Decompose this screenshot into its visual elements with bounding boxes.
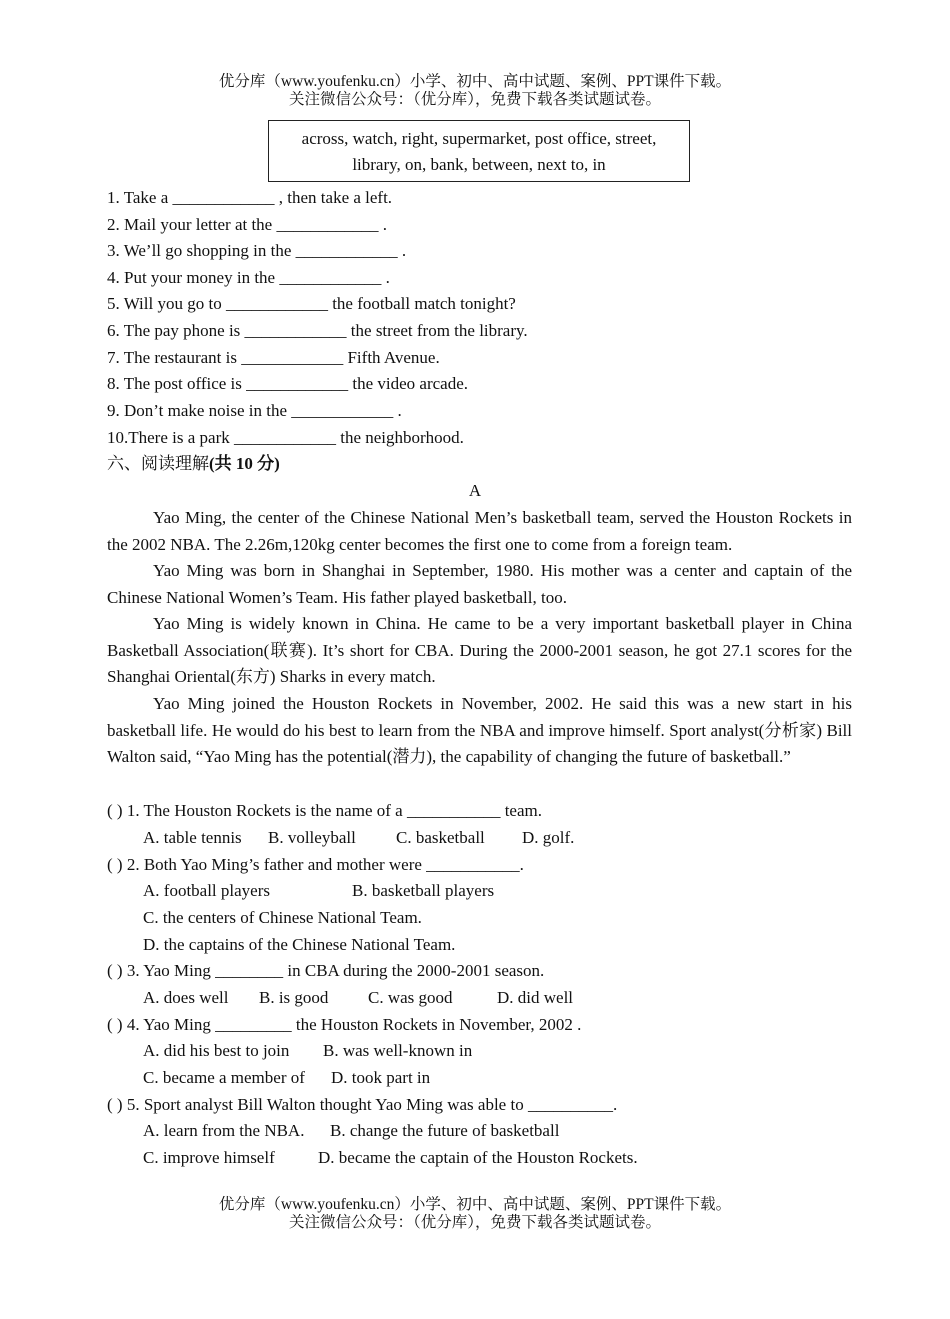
fill-blank-item: 5. Will you go to ____________ the football match tonight?: [107, 294, 516, 313]
question-stem: ( ) 4. Yao Ming _________ the Houston Rockets in November, 2002 .: [107, 1015, 582, 1034]
footer-line-2: 关注微信公众号：（优分库），免费下载各类试题试卷。: [288, 1214, 661, 1231]
question-option: B. change the future of basketball: [330, 1121, 560, 1140]
question-option: C. the centers of Chinese National Team.: [143, 908, 422, 927]
question-option: C. was good: [368, 988, 453, 1007]
question-option: D. became the captain of the Houston Rockets.: [318, 1148, 638, 1167]
passage-paragraph: [107, 505, 852, 558]
question-option: C. basketball: [396, 828, 485, 847]
question-option: A. table tennis: [143, 828, 242, 847]
question-option: C. became a member of: [143, 1068, 305, 1087]
passage-paragraph-text: Yao Ming is widely known in China. He came to be a very important basketball player in China Basketball Association(联赛). It’s short for CBA. During the 2000-2001 season, he got 27.1 scores for the Shanghai Oriental(东方) Sharks in every match.: [107, 614, 852, 687]
passage-paragraph: [107, 611, 852, 691]
question-option: D. took part in: [331, 1068, 431, 1087]
question-option: A. does well: [143, 988, 229, 1007]
section-heading: [107, 453, 280, 475]
fill-blank-item: 8. The post office is ____________ the video arcade.: [107, 374, 469, 393]
page-header: [0, 73, 950, 109]
word-bank-box: [268, 120, 690, 182]
question-option: A. football players: [143, 881, 270, 900]
header-line-1: 优分库（www.youfenku.cn）小学、初中、高中试题、案例、PPT课件下载。: [218, 73, 732, 90]
question-option: D. did well: [497, 988, 574, 1007]
question-option: D. the captains of the Chinese National Team.: [143, 935, 456, 954]
fill-blank-item: 2. Mail your letter at the ____________ .: [107, 215, 387, 234]
question-option: B. is good: [259, 988, 329, 1007]
question-stem: ( ) 1. The Houston Rockets is the name of a ___________ team.: [107, 801, 542, 820]
passage-paragraph-text: Yao Ming was born in Shanghai in September, 1980. His mother was a center and captain of the Chinese National Women’s Team. His father played basketball, too.: [107, 561, 852, 607]
fill-blank-item: 1. Take a ____________ , then take a left.: [107, 188, 393, 207]
word-bank-line-1: across, watch, right, supermarket, post office, street,: [301, 129, 657, 148]
section-heading-score: (共 10 分): [209, 454, 280, 473]
fill-blank-item: 4. Put your money in the ____________ .: [107, 268, 390, 287]
question-option: C. improve himself: [143, 1148, 275, 1167]
fill-blank-item: 3. We’ll go shopping in the ____________ .: [107, 241, 407, 260]
question-stem: ( ) 2. Both Yao Ming’s father and mother were ___________.: [107, 855, 524, 874]
fill-blank-item: 7. The restaurant is ____________ Fifth Avenue.: [107, 348, 440, 367]
question-option: B. basketball players: [352, 881, 495, 900]
header-line-2: 关注微信公众号：（优分库），免费下载各类试题试卷。: [288, 91, 661, 108]
question-stem: ( ) 3. Yao Ming ________ in CBA during the 2000-2001 season.: [107, 961, 545, 980]
passage-paragraph-text: Yao Ming joined the Houston Rockets in November, 2002. He said this was a new start in his basketball life. He would do his best to learn from the NBA and improve himself. Sport analyst(分析家) Bill Walton said, “Yao Ming has the potential(潜力), the capability of changing the future of basketball.”: [107, 694, 852, 767]
footer-line-1: 优分库（www.youfenku.cn）小学、初中、高中试题、案例、PPT课件下载。: [218, 1196, 732, 1213]
question-option: D. golf.: [522, 828, 575, 847]
passage-label: A: [468, 481, 482, 500]
page-footer: [0, 1196, 950, 1232]
section-heading-prefix: 六、阅读理解: [107, 454, 209, 473]
passage-paragraph: [107, 691, 852, 771]
passage-paragraph-text: Yao Ming, the center of the Chinese National Men’s basketball team, served the Houston Rockets in the 2002 NBA. The 2.26m,120kg center becomes the first one to come from a foreign team.: [107, 508, 852, 554]
passage-paragraph: [107, 558, 852, 611]
question-option: A. did his best to join: [143, 1041, 290, 1060]
fill-blank-item: 9. Don’t make noise in the ____________ .: [107, 401, 402, 420]
question-option: A. learn from the NBA.: [143, 1121, 305, 1140]
question-stem: ( ) 5. Sport analyst Bill Walton thought Yao Ming was able to __________.: [107, 1095, 618, 1114]
word-bank-line-2: library, on, bank, between, next to, in: [352, 155, 606, 174]
question-option: B. volleyball: [268, 828, 356, 847]
question-option: B. was well-known in: [323, 1041, 473, 1060]
fill-blank-item: 10.There is a park ____________ the neighborhood.: [107, 428, 464, 447]
fill-blank-item: 6. The pay phone is ____________ the street from the library.: [107, 321, 528, 340]
